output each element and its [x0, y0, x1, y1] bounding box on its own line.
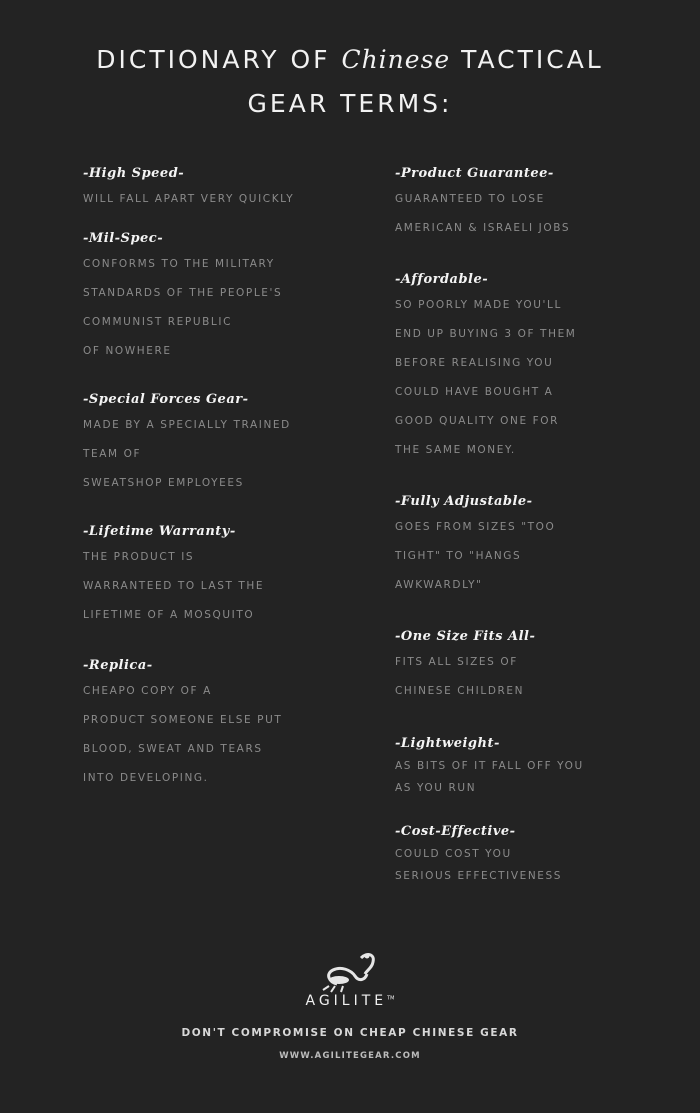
brand-text: AGILITE — [305, 993, 388, 1009]
entry-definition-line: WILL FALL APART VERY QUICKLY — [83, 193, 295, 205]
entry-term: -Affordable- — [395, 272, 489, 287]
title-text-pre: DICTIONARY OF — [96, 45, 342, 74]
entry-term: -One Size Fits All- — [395, 629, 536, 644]
dictionary-entry — [395, 491, 635, 600]
entry-definition-line: CHEAPO COPY OF A — [83, 685, 212, 697]
entry-definition-line: BLOOD, SWEAT AND TEARS — [83, 743, 263, 755]
entry-term: -Cost-Effective- — [395, 824, 516, 839]
website-url: WWW.AGILITEGEAR.COM — [279, 1051, 421, 1061]
page-title — [0, 38, 700, 126]
brand-name — [0, 993, 700, 1009]
dictionary-entry — [83, 521, 373, 630]
entry-definition-line: SERIOUS EFFECTIVENESS — [395, 870, 563, 882]
entry-term: -Mil-Spec- — [83, 231, 164, 246]
dictionary-entry — [395, 163, 635, 243]
entry-definition-line: TEAM OF — [83, 448, 142, 460]
dictionary-entry — [395, 733, 635, 799]
entry-definition-line: END UP BUYING 3 OF THEM — [395, 328, 577, 340]
entry-definition-line: WARRANTEED TO LAST THE — [83, 580, 265, 592]
tagline: DON'T COMPROMISE ON CHEAP CHINESE GEAR — [181, 1027, 519, 1039]
entry-term: -Fully Adjustable- — [395, 494, 533, 509]
entry-definition-line: AMERICAN & ISRAELI JOBS — [395, 222, 571, 234]
dictionary-entry — [83, 228, 373, 366]
title-line-2: GEAR TERMS: — [247, 89, 453, 118]
entry-definition-line: CHINESE CHILDREN — [395, 685, 525, 697]
entry-definition-line: LIFETIME OF A MOSQUITO — [83, 609, 255, 621]
entry-definition-line: AS YOU RUN — [395, 782, 477, 794]
entry-definition-line: INTO DEVELOPING. — [83, 772, 209, 784]
entry-term: -Lightweight- — [395, 736, 500, 751]
entry-definition-line: SWEATSHOP EMPLOYEES — [83, 477, 244, 489]
dictionary-entry — [395, 821, 635, 887]
entry-definition-line: BEFORE REALISING YOU — [395, 357, 554, 369]
entry-definition-line: COULD HAVE BOUGHT A — [395, 386, 554, 398]
title-line-1 — [0, 38, 700, 82]
entry-term: -Lifetime Warranty- — [83, 524, 236, 539]
entry-definition-line: CONFORMS TO THE MILITARY — [83, 258, 275, 270]
entry-definition-line: SO POORLY MADE YOU'LL — [395, 299, 562, 311]
dictionary-entry — [83, 655, 373, 793]
entry-definition-line: AS BITS OF IT FALL OFF YOU — [395, 760, 584, 772]
entry-definition-line: OF NOWHERE — [83, 345, 172, 357]
entry-definition-line: GOOD QUALITY ONE FOR — [395, 415, 560, 427]
entry-definition-line: COMMUNIST REPUBLIC — [83, 316, 232, 328]
entry-definition-line: TIGHT" TO "HANGS — [395, 550, 522, 562]
entry-definition-line: FITS ALL SIZES OF — [395, 656, 518, 668]
right-column — [395, 163, 635, 887]
left-column — [83, 163, 373, 793]
entry-definition-line: COULD COST YOU — [395, 848, 512, 860]
entry-definition-line: GOES FROM SIZES "TOO — [395, 521, 556, 533]
dictionary-entry — [395, 269, 635, 465]
entry-term: -Product Guarantee- — [395, 166, 554, 181]
entry-term: -Replica- — [83, 658, 153, 673]
trademark-mark: TM — [387, 995, 395, 1002]
entry-definition-line: AWKWARDLY" — [395, 579, 483, 591]
entry-definition-line: GUARANTEED TO LOSE — [395, 193, 545, 205]
entry-definition-line: THE SAME MONEY. — [395, 444, 516, 456]
entry-term: -High Speed- — [83, 166, 185, 181]
entry-definition-line: STANDARDS OF THE PEOPLE'S — [83, 287, 283, 299]
dictionary-entry — [83, 389, 373, 498]
dictionary-entry — [395, 626, 635, 706]
title-text-post: TACTICAL — [450, 45, 604, 74]
entry-term: -Special Forces Gear- — [83, 392, 249, 407]
entry-definition-line: THE PRODUCT IS — [83, 551, 195, 563]
title-text-fancy: Chinese — [341, 45, 451, 74]
dictionary-entry — [83, 163, 373, 214]
entry-definition-line: PRODUCT SOMEONE ELSE PUT — [83, 714, 283, 726]
entry-definition-line: MADE BY A SPECIALLY TRAINED — [83, 419, 291, 431]
